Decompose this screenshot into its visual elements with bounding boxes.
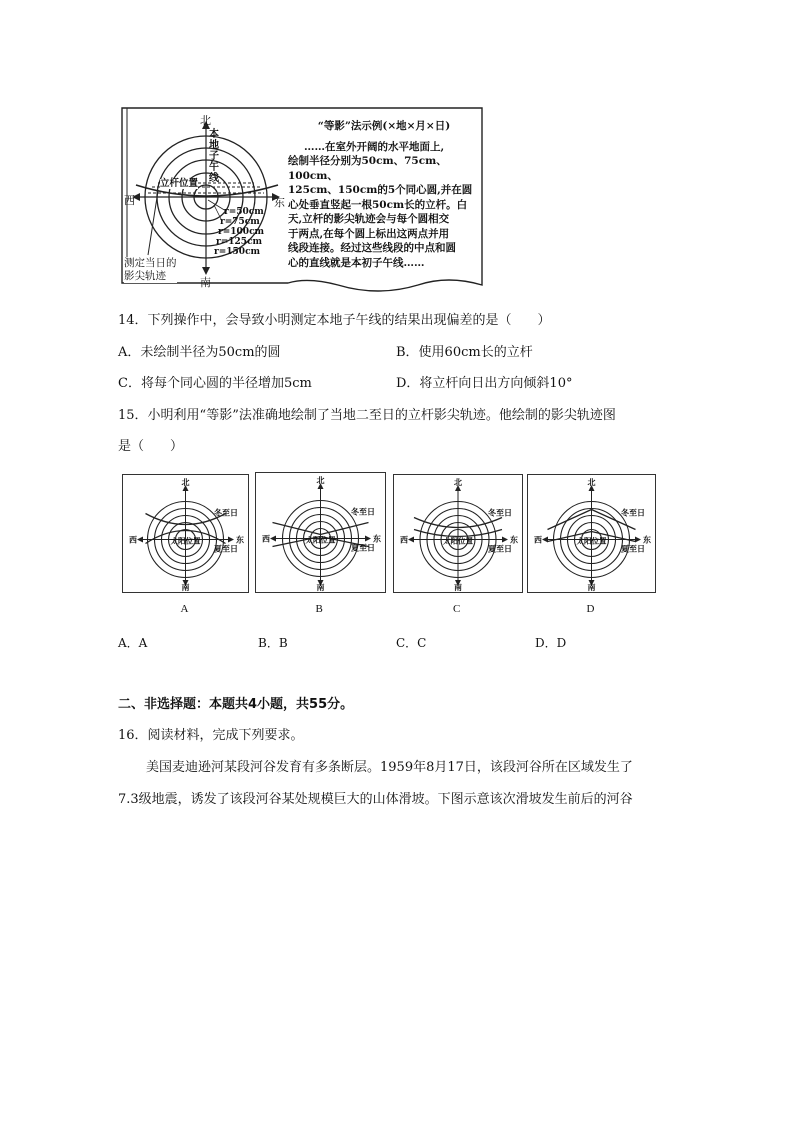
panel-winter-label: 冬至日 xyxy=(488,508,512,518)
panel-diagram xyxy=(256,473,385,592)
panel-summer-label: 夏至日 xyxy=(488,544,512,554)
panel-east-label: 东 xyxy=(643,535,651,545)
panel-diagram xyxy=(528,475,655,592)
panel-letter: C xyxy=(453,603,461,615)
meridian-char: 午 xyxy=(209,162,219,173)
figure-text-line: 心的直线就是本初子午线…… xyxy=(288,256,425,269)
panel-north-label: 北 xyxy=(316,476,325,485)
panel-diagram xyxy=(123,475,248,592)
figure-text-line: ……在室外开阔的水平地面上, xyxy=(304,140,445,153)
figure-text-line: 于两点,在每个圆上标出这两点并用 xyxy=(288,227,450,240)
panel-east-label: 东 xyxy=(510,535,518,545)
q14-option-c: C．将每个同心圆的半径增加5cm xyxy=(118,376,312,391)
panel-south-label: 南 xyxy=(587,583,596,592)
figure-east-label: 东 xyxy=(274,196,285,209)
radius-label: r=100cm xyxy=(218,227,265,237)
figure-text-line: 125cm、150cm的5个同心圆,并在圆 xyxy=(288,184,473,196)
q15-answer-d: D．D xyxy=(535,636,567,650)
panel-summer-label: 夏至日 xyxy=(621,544,645,554)
panel-diagram xyxy=(394,475,522,592)
panel-a xyxy=(122,474,249,593)
figure-title: “等影”法示例(×地×月×日) xyxy=(317,120,451,132)
track-label xyxy=(124,257,177,283)
panel-north-label: 北 xyxy=(181,478,190,487)
west-arrow xyxy=(542,537,548,543)
shadow-method-figure xyxy=(118,105,486,295)
radius-label: r=75cm xyxy=(220,217,260,227)
panel-east-label: 东 xyxy=(373,534,381,544)
east-arrow xyxy=(635,537,641,543)
q16-paragraph-line1: 美国麦迪逊河某段河谷发育有多条断层。1959年8月17日，该段河谷所在区域发生了 xyxy=(146,760,633,775)
q15-answer-c: C．C xyxy=(396,636,427,650)
panel-sun-position-label: 太阳位置 xyxy=(305,535,336,545)
radius-label: r=150cm xyxy=(214,247,261,257)
q15-stem-line2: 是（ ） xyxy=(118,439,184,454)
panel-east-label: 东 xyxy=(236,535,244,545)
panel-c xyxy=(393,474,523,593)
q14-option-d: D．将立杆向日出方向倾斜10° xyxy=(396,376,573,391)
radius-label: r=50cm xyxy=(224,207,264,217)
figure-north-label: 北 xyxy=(200,114,211,127)
panel-letter: B xyxy=(315,603,323,615)
track-label-line: 测定当日的 xyxy=(124,257,177,269)
panel-west-label: 西 xyxy=(129,535,137,545)
q15-answer-a: A．A xyxy=(118,636,148,650)
q14-option-b: B．使用60cm长的立杆 xyxy=(396,345,533,360)
figure-west-label: 西 xyxy=(124,194,135,207)
panel-south-label: 南 xyxy=(454,583,462,592)
q14-stem: 14．下列操作中，会导致小明测定本地子午线的结果出现偏差的是（ ） xyxy=(118,313,551,328)
panel-letter: D xyxy=(586,603,595,615)
east-arrow xyxy=(365,536,371,542)
panel-north-label: 北 xyxy=(454,478,462,487)
panel-d xyxy=(527,474,656,593)
east-arrow xyxy=(228,537,234,543)
meridian-char: 本 xyxy=(209,129,219,140)
q16-paragraph-line2: 7.3级地震，诱发了该段河谷某处规模巨大的山体滑坡。下图示意该次滑坡发生前后的河谷 xyxy=(118,792,633,807)
panel-south-label: 南 xyxy=(316,583,325,592)
meridian-char: 地 xyxy=(209,140,219,151)
panel-summer-label: 夏至日 xyxy=(351,543,375,553)
panel-winter-label: 冬至日 xyxy=(351,507,375,517)
meridian-char: 子 xyxy=(209,151,219,162)
radius-label: r=125cm xyxy=(216,237,263,247)
panel-winter-label: 冬至日 xyxy=(621,508,645,518)
section-heading: 二、非选择题：本题共4小题，共55分。 xyxy=(118,697,354,712)
west-arrow xyxy=(408,537,414,543)
radius-list xyxy=(214,207,264,257)
panel-sun-position-label: 太阳位置 xyxy=(576,536,607,546)
q14-option-a: A．未绘制半径为50cm的圆 xyxy=(118,345,281,360)
west-arrow xyxy=(137,537,143,543)
meridian-label xyxy=(209,129,221,184)
meridian-char: 线 xyxy=(209,173,219,184)
figure-text-line: 心处垂直竖起一根50cm长的立杆。白 xyxy=(288,198,468,211)
panel-winter-label: 冬至日 xyxy=(214,508,238,518)
q15-answer-b: B．B xyxy=(258,636,288,650)
panel-west-label: 西 xyxy=(400,535,408,545)
panel-letter: A xyxy=(180,603,189,615)
q15-stem-line1: 15．小明利用“等影”法准确地绘制了当地二至日的立杆影尖轨迹。他绘制的影尖轨迹图 xyxy=(118,408,616,423)
panel-north-label: 北 xyxy=(587,478,596,487)
panel-sun-position-label: 太阳位置 xyxy=(443,536,473,546)
pole-position-label: 立杆位置 xyxy=(160,178,199,189)
panel-sun-position-label: 太阳位置 xyxy=(170,536,201,546)
panel-b xyxy=(255,472,386,593)
figure-text-line: 绘制半径分别为50cm、75cm、100cm、 xyxy=(288,155,447,182)
figure-text-line: 天,立杆的影尖轨迹会与每个圆相交 xyxy=(288,213,450,225)
west-arrow xyxy=(270,536,276,542)
east-arrow xyxy=(502,537,508,543)
panel-west-label: 西 xyxy=(534,535,542,545)
panel-west-label: 西 xyxy=(262,534,270,544)
q16-stem: 16．阅读材料，完成下列要求。 xyxy=(118,728,304,743)
figure-caption-block xyxy=(288,119,480,270)
panel-south-label: 南 xyxy=(181,583,190,592)
panel-summer-label: 夏至日 xyxy=(214,544,238,554)
track-label-line: 影尖轨迹 xyxy=(124,270,166,282)
figure-text-line: 线段连接。经过这些线段的中点和圆 xyxy=(288,242,456,254)
figure-south-label: 南 xyxy=(200,276,211,289)
